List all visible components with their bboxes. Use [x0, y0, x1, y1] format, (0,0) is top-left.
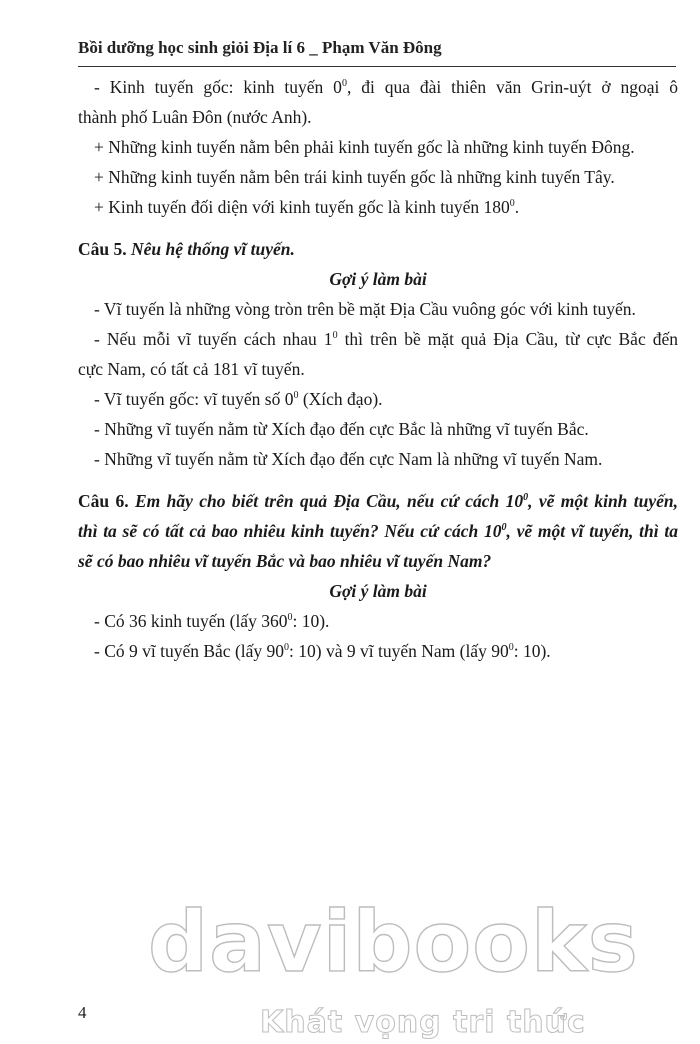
paragraph-line: + Kinh tuyến đối diện với kinh tuyến gốc là kinh tuyến $180^0$. [94, 197, 520, 217]
hint-heading: Gợi ý làm bài [329, 269, 427, 289]
running-header: Bồi dưỡng học sinh giỏi Địa lí 6 _ Phạm Văn Đông [78, 38, 442, 57]
hint-heading: Gợi ý làm bài [329, 581, 427, 601]
paragraph-line: - Kinh tuyến gốc: kinh tuyến $0^0$, đi qua đài thiên văn Grin-uýt ở ngoại ô [94, 77, 679, 97]
paragraph-line: + Những kinh tuyến nằm bên phải kinh tuyến gốc là những kinh tuyến Đông. [94, 137, 635, 157]
paragraph-line: - Những vĩ tuyến nằm từ Xích đạo đến cực Nam là những vĩ tuyến Nam. [94, 449, 603, 469]
paragraph-line: - Những vĩ tuyến nằm từ Xích đạo đến cực Bắc là những vĩ tuyến Bắc. [94, 419, 589, 439]
watermark-logo: davibooks [148, 893, 639, 991]
paragraph-line: + Những kinh tuyến nằm bên trái kinh tuyến gốc là những kinh tuyến Tây. [94, 167, 615, 187]
paragraph-line: cực Nam, có tất cả 181 vĩ tuyến. [78, 359, 305, 379]
paragraph-line: - Vĩ tuyến là những vòng tròn trên bề mặt Địa Cầu vuông góc với kinh tuyến. [94, 299, 636, 319]
paragraph-line: - Có 9 vĩ tuyến Bắc (lấy $90^0$: 10) và 9 vĩ tuyến Nam (lấy $90^0$: 10). [94, 641, 551, 661]
paragraph-line: - Có 36 kinh tuyến (lấy $360^0$: 10). [94, 611, 330, 631]
paragraph-line: thành phố Luân Đôn (nước Anh). [78, 107, 312, 127]
page-number: 4 [78, 1003, 87, 1022]
question-line: sẽ có bao nhiêu vĩ tuyến Bắc và bao nhiêu vĩ tuyến Nam? [78, 551, 492, 571]
paragraph-line: - Vĩ tuyến gốc: vĩ tuyến số $0^0$ (Xích đạo). [94, 389, 383, 409]
watermark-slogan: Khát vọng tri thức [260, 1005, 586, 1040]
question-heading: Câu 5. Nêu hệ thống vĩ tuyến. [78, 239, 295, 259]
page-body [78, 66, 678, 666]
question-line: thì ta sẽ có tất cả bao nhiêu kinh tuyến? Nếu cứ cách $10^0$, vẽ một vĩ tuyến, thì ta [78, 521, 678, 541]
question-heading: Câu 6. Em hãy cho biết trên quả Địa Cầu, nếu cứ cách $10^0$, vẽ một kinh tuyến, [78, 491, 679, 511]
paragraph-line: - Nếu mỗi vĩ tuyến cách nhau $1^0$ thì trên bề mặt quả Địa Cầu, từ cực Bắc đến [94, 329, 678, 349]
